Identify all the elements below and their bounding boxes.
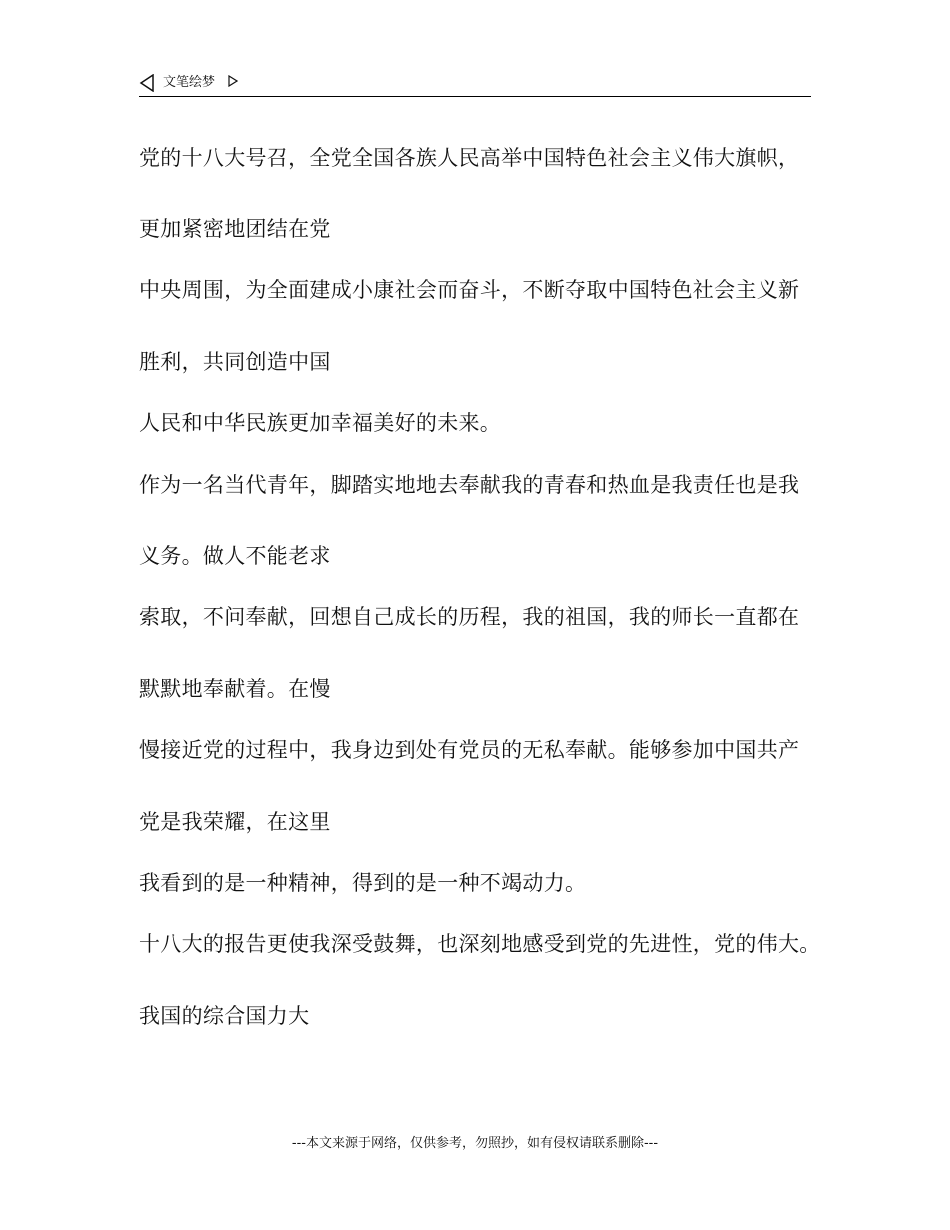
body-line: 索取，不问奉献，回想自己成长的历程，我的祖国，我的师长一直都在	[139, 605, 800, 629]
body-line: 胜利，共同创造中国	[139, 350, 331, 374]
body-line: 我看到的是一种精神，得到的是一种不竭动力。	[139, 871, 587, 895]
header-title: 文笔绘梦	[163, 75, 216, 90]
triangle-left-icon	[139, 74, 155, 92]
body-line: 默默地奉献着。在慢	[139, 677, 331, 701]
body-line: 义务。做人不能老求	[139, 544, 331, 568]
body-line: 党是我荣耀，在这里	[139, 810, 331, 834]
body-line: 更加紧密地团结在党	[139, 217, 331, 241]
body-line: 党的十八大号召，全党全国各族人民高举中国特色社会主义伟大旗帜，	[139, 146, 800, 170]
body-line: 我国的综合国力大	[139, 1004, 310, 1028]
page-footer: ---本文来源于网络，仅供参考，勿照抄，如有侵权请联系删除---	[291, 1136, 659, 1151]
page-header	[139, 70, 811, 97]
body-line: 人民和中华民族更加幸福美好的未来。	[139, 411, 502, 435]
body-line: 慢接近党的过程中，我身边到处有党员的无私奉献。能够参加中国共产	[139, 738, 800, 762]
body-line: 十八大的报告更使我深受鼓舞，也深刻地感受到党的先进性，党的伟大。	[139, 932, 821, 956]
triangle-right-icon	[228, 75, 238, 87]
body-line: 作为一名当代青年，脚踏实地地去奉献我的青春和热血是我责任也是我	[139, 473, 800, 497]
body-line: 中央周围，为全面建成小康社会而奋斗，不断夺取中国特色社会主义新	[139, 278, 800, 302]
